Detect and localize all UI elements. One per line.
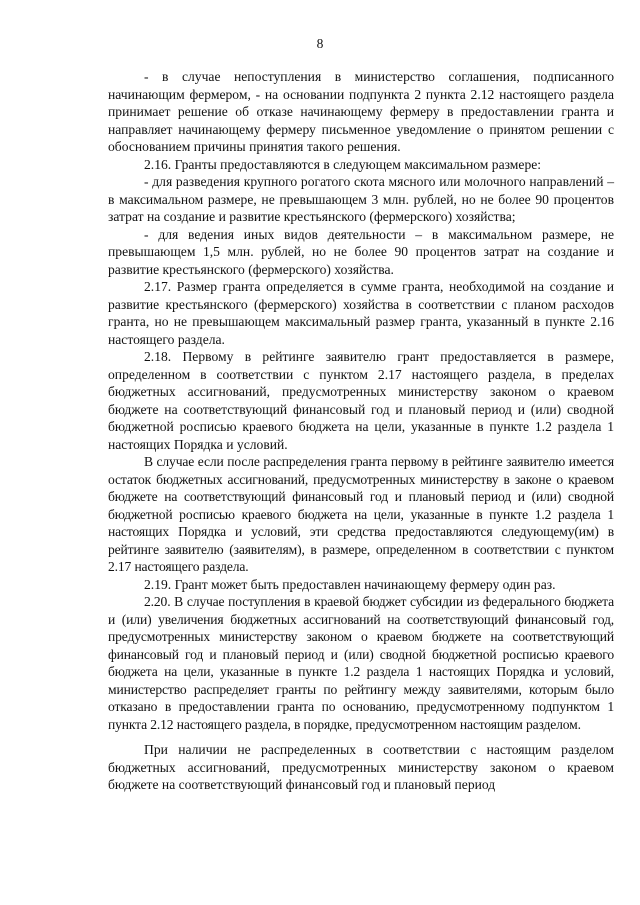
paragraph-2-18: 2.18. Первому в рейтинге заявителю грант предоставляется в размере, определенном в соответствии с пунктом 2.17 настоящего раздела, в пределах бюджетных ассигнований, предусмотренных министерству законом о краевом бюджете на соответствующий финансовый год и плановый период и (или) сводной бюджетной росписью краевого бюджета на цели, указанные в пункте 1.2 раздела 1 настоящих Порядка и условий. <box>108 349 614 452</box>
paragraph-refusal-notice: - в случае непоступления в министерство соглашения, подписанного начинающим фермером, - на основании подпункта 2 пункта 2.12 настоящего раздела принимает решение об отказе начинающему фермеру в предоставлении гранта и направляет начинающему фермеру письменное уведомление о принятом решении с обоснованием причины принятия такого решения. <box>108 69 614 154</box>
paragraph-cattle-grant: - для разведения крупного рогатого скота мясного или молочного направлений – в максимальном размере, не превышающем 3 млн. рублей, но не более 90 процентов затрат на создание и развитие крестьянского (фермерского) хозяйства; <box>108 174 614 224</box>
paragraph-undistributed-funds: При наличии не распределенных в соответствии с настоящим разделом бюджетных ассигнований, предусмотренных министерству законом о краевом бюджете на соответствующий финансовый год и плановый период <box>108 742 614 792</box>
paragraph-2-17: 2.17. Размер гранта определяется в сумме гранта, необходимой на создание и развитие крестьянского (фермерского) хозяйства в соответствии с планом расходов гранта, но не превышающем максимальный размер гранта, указанный в пункте 2.16 настоящего раздела. <box>108 279 614 347</box>
paragraph-remaining-allocations: В случае если после распределения гранта первому в рейтинге заявителю имеется остаток бюджетных ассигнований, предусмотренных министерству в законе о краевом бюджете на соответствующий финансовый год и плановый период и (или) сводной бюджетной росписью краевого бюджета на цели, указанные в пункте 1.2 раздела 1 настоящих Порядка и условий, эти средства предоставляются следующему(им) в рейтинге заявителю (заявителям), в размере, определенном в соответствии с пунктом 2.17 настоящего раздела. <box>108 454 614 574</box>
page-number: 8 <box>316 36 324 51</box>
paragraph-other-activities-grant: - для ведения иных видов деятельности – в максимальном размере, не превышающем 1,5 млн. рублей, но не более 90 процентов затрат на создание и развитие крестьянского (фермерского) хозяйства. <box>108 226 614 277</box>
paragraph-2-16: 2.16. Гранты предоставляются в следующем максимальном размере: <box>144 156 542 172</box>
paragraph-2-19: 2.19. Грант может быть предоставлен начинающему фермеру один раз. <box>144 576 556 592</box>
document-body <box>108 68 614 794</box>
paragraph-2-20: 2.20. В случае поступления в краевой бюджет субсидии из федерального бюджета и (или) увеличения бюджетных ассигнований на соответствующий финансовый год, предусмотренных министерству законом о краевом бюджете на соответствующий финансовый год и плановый период и (или) сводной бюджетной росписью краевого бюджета на цели, указанные в пункте 1.2 раздела 1 настоящих Порядка и условий, министерство распределяет гранты по рейтингу между заявителями, которым было отказано в предоставлении гранта по основанию, предусмотренному подпунктом 1 пункта 2.12 настоящего раздела, в порядке, предусмотренном настоящим разделом. <box>108 594 614 732</box>
